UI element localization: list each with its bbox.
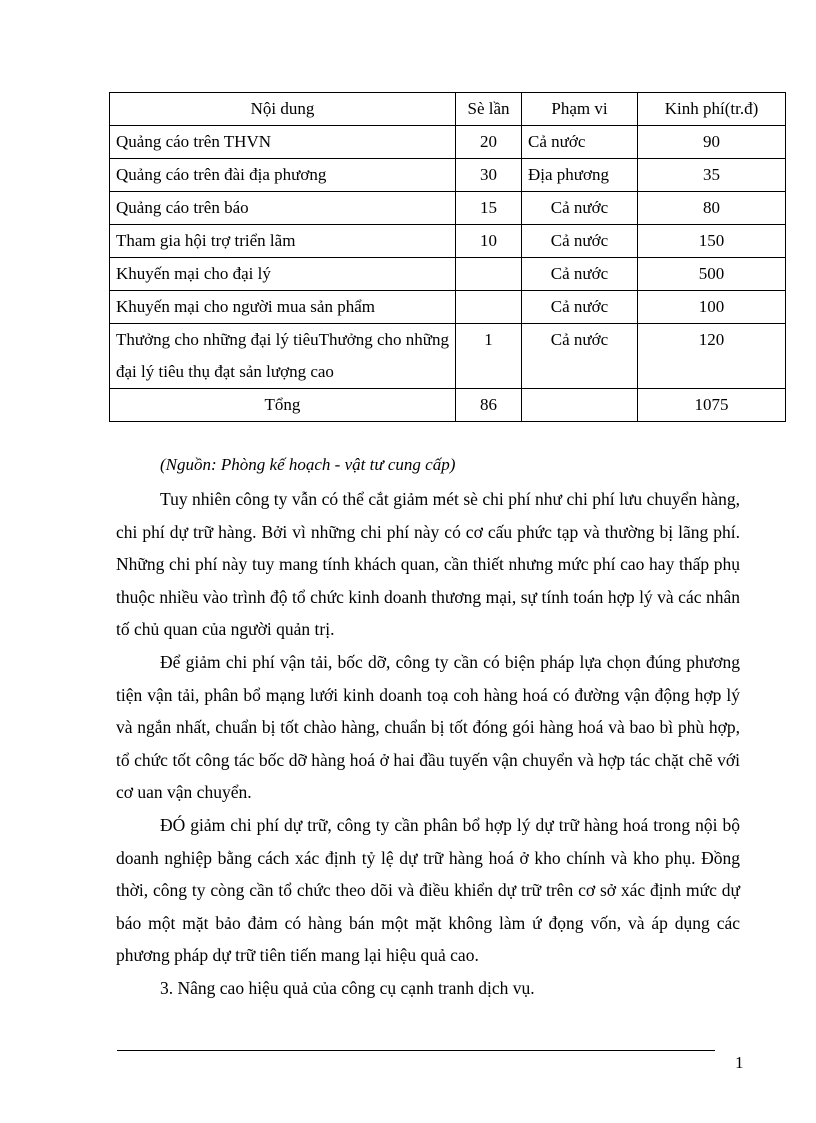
cell-scope: Cả nước xyxy=(522,324,638,389)
total-times: 86 xyxy=(456,389,522,422)
table-row xyxy=(110,192,786,225)
header-content: Nội dung xyxy=(110,93,456,126)
cell-content: Quảng cáo trên THVN xyxy=(110,126,456,159)
cell-cost: 35 xyxy=(638,159,786,192)
cell-cost: 500 xyxy=(638,258,786,291)
cell-content: Quảng cáo trên đài địa phương xyxy=(110,159,456,192)
footer-rule xyxy=(117,1050,715,1051)
table-row xyxy=(110,126,786,159)
table-row xyxy=(110,225,786,258)
cost-table xyxy=(109,92,786,422)
page-number: 1 xyxy=(735,1053,744,1072)
cell-times xyxy=(456,258,522,291)
total-scope xyxy=(522,389,638,422)
cell-times: 30 xyxy=(456,159,522,192)
cell-cost: 150 xyxy=(638,225,786,258)
header-cost: Kinh phí(tr.đ) xyxy=(638,93,786,126)
cell-times: 1 xyxy=(456,324,522,389)
table-row xyxy=(110,291,786,324)
cell-cost: 100 xyxy=(638,291,786,324)
total-cost: 1075 xyxy=(638,389,786,422)
cell-content: Tham gia hội trợ triển lãm xyxy=(110,225,456,258)
cell-cost: 90 xyxy=(638,126,786,159)
section-heading: 3. Nâng cao hiệu quả của công cụ cạnh tranh dịch vụ. xyxy=(160,977,535,998)
cell-times: 20 xyxy=(456,126,522,159)
total-label: Tổng xyxy=(110,389,456,422)
table-total-row xyxy=(110,389,786,422)
header-scope: Phạm vi xyxy=(522,93,638,126)
cell-cost: 120 xyxy=(638,324,786,389)
cell-content: Khuyến mại cho đại lý xyxy=(110,258,456,291)
cell-scope: Địa phương xyxy=(522,159,638,192)
cell-scope: Cả nước xyxy=(522,258,638,291)
cell-content: Quảng cáo trên báo xyxy=(110,192,456,225)
cell-content: Thưởng cho những đại lý tiêuThưởng cho những đại lý tiêu thụ đạt sản lượng cao xyxy=(110,324,456,389)
table-header-row xyxy=(110,93,786,126)
paragraph: Tuy nhiên công ty vẫn có thể cắt giảm mét sè chi phí như chi phí lưu chuyển hàng, chi phí dự trữ hàng. Bởi vì những chi phí này có cơ cấu phức tạp và thường bị lãng phí. Những chi phí này tuy mang tính khách quan, cần thiết nhưng mức phí cao hay thấp phụ thuộc nhiều vào trình độ tổ chức kinh doanh thương mại, sự tính toán hợp lý và các nhân tố chủ quan của người quản trị. xyxy=(116,489,740,640)
cell-scope: Cả nước xyxy=(522,126,638,159)
cell-times: 10 xyxy=(456,225,522,258)
body-text xyxy=(116,483,740,1005)
cell-scope: Cả nước xyxy=(522,291,638,324)
table-row xyxy=(110,324,786,389)
cell-times xyxy=(456,291,522,324)
cell-cost: 80 xyxy=(638,192,786,225)
header-times: Sè lần xyxy=(456,93,522,126)
cell-scope: Cả nước xyxy=(522,192,638,225)
cell-scope: Cả nước xyxy=(522,225,638,258)
cell-times: 15 xyxy=(456,192,522,225)
source-note: (Nguồn: Phòng kế hoạch - vật tư cung cấp) xyxy=(160,455,456,474)
table-row xyxy=(110,258,786,291)
cell-content: Khuyến mại cho người mua sản phẩm xyxy=(110,291,456,324)
table-row xyxy=(110,159,786,192)
paragraph: Để giảm chi phí vận tải, bốc dỡ, công ty cần có biện pháp lựa chọn đúng phương tiện vận tải, phân bổ mạng lưới kinh doanh toạ coh hàng hoá có đường vận động hợp lý và ngắn nhất, chuẩn bị tốt chào hàng, chuẩn bị tốt đóng gói hàng hoá và bao bì phù hợp, tổ chức tốt công tác bốc dỡ hàng hoá ở hai đầu tuyến vận chuyển và hợp tác chặt chẽ với cơ uan vận chuyển. xyxy=(116,651,740,803)
paragraph: ĐÓ giảm chi phí dự trữ, công ty cần phân bổ hợp lý dự trữ hàng hoá trong nội bộ doanh nghiệp bằng cách xác định tỷ lệ dự trữ hàng hoá ở kho chính và kho phụ. Đồng thời, công ty còng cần tổ chức theo dõi và điều khiển dự trữ trên cơ sở xác định mức dự báo một mặt bảo đảm có hàng bán một mặt không làm ứ đọng vốn, và áp dụng các phương pháp dự trữ tiên tiến mang lại hiệu quả cao. xyxy=(116,814,740,966)
